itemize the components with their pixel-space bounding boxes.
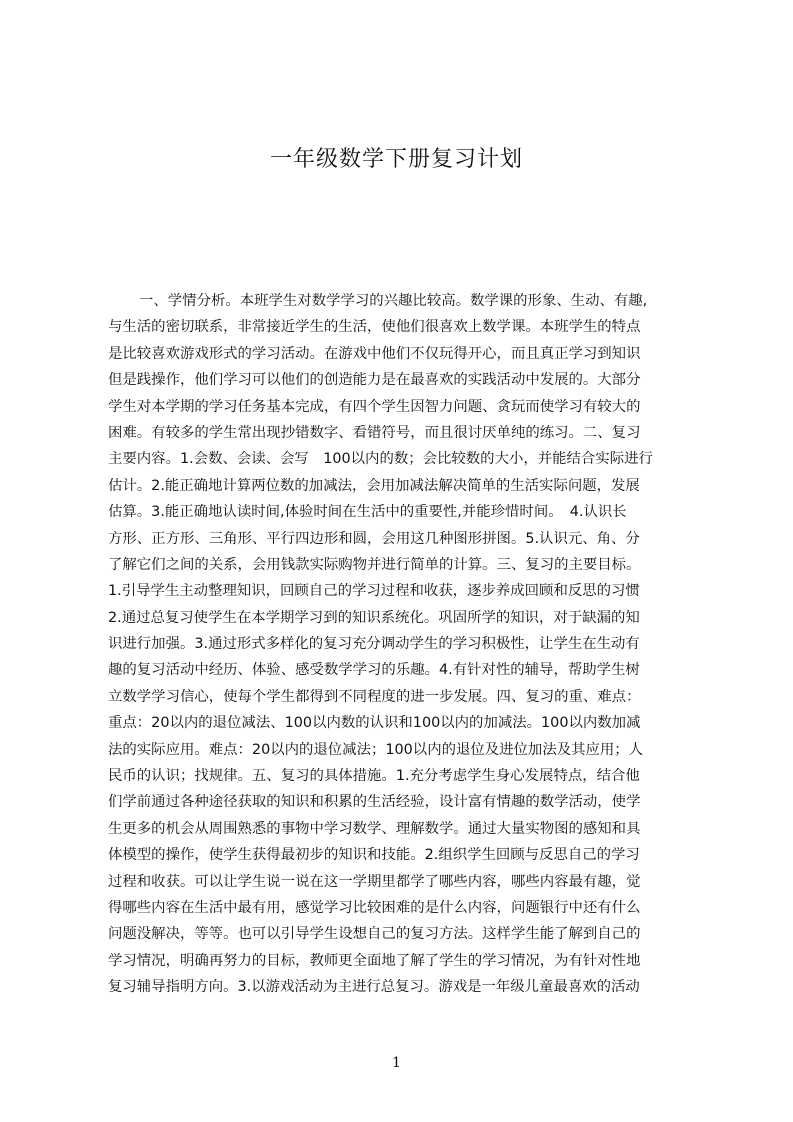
body-line: 主要内容。1.会数、会读、会写 100以内的数；会比较数的大小，并能结合实际进行 — [108, 451, 653, 468]
body-line: 识进行加强。3.通过形式多样化的复习充分调动学生的学习积极性，让学生在生动有 — [108, 636, 640, 653]
body-line: 2.通过总复习使学生在本学期学习到的知识系统化。巩固所学的知识，对于缺漏的知 — [108, 609, 640, 626]
body-line: 估算。3.能正确地认读时间,体验时间在生活中的重要性,并能珍惜时间。 4.认识长 — [108, 504, 627, 521]
body-line: 了解它们之间的关系，会用钱款实际购物并进行简单的计算。三、复习的主要目标。 — [108, 556, 641, 573]
body-line: 体模型的操作，使学生获得最初步的知识和技能。2.组织学生回顾与反思自己的学习 — [108, 847, 640, 864]
body-line: 得哪些内容在生活中最有用，感觉学习比较困难的是什么内容，问题银行中还有什么 — [108, 899, 641, 916]
body-line: 复习辅导指明方向。3.以游戏活动为主进行总复习。游戏是一年级儿童最喜欢的活动 — [108, 979, 640, 996]
body-line: 问题没解决，等等。也可以引导学生设想自己的复习方法。这样学生能了解到自己的 — [108, 926, 641, 943]
body-line: 重点：20以内的退位减法、100以内数的认识和100以内的加减法。100以内数加减 — [108, 715, 641, 732]
body-line: 立数学学习信心，使每个学生都得到不同程度的进一步发展。四、复习的重、难点： — [108, 688, 641, 705]
body-line: 们学前通过各种途径获取的知识和积累的生活经验，设计富有情趣的数学活动，使学 — [108, 794, 641, 811]
body-line: 1.引导学生主动整理知识，回顾自己的学习过程和收获，逐步养成回顾和反思的习惯 — [108, 583, 640, 600]
body-line: 方形、正方形、三角形、平行四边形和圆，会用这几种图形拼图。5.认识元、角、分 — [108, 530, 640, 547]
body-line: 估计。2.能正确地计算两位数的加减法，会用加减法解决简单的生活实际问题，发展 — [108, 477, 640, 494]
body-line: 趣的复习活动中经历、体验、感受数学学习的乐趣。4.有针对性的辅导，帮助学生树 — [108, 662, 640, 679]
document-body — [108, 288, 714, 1001]
body-line: 是比较喜欢游戏形式的学习活动。在游戏中他们不仅玩得开心，而且真正学习到知识 — [108, 345, 641, 362]
document-title: 一年级数学下册复习计划 — [269, 147, 523, 172]
body-line: 学习情况，明确再努力的目标，教师更全面地了解了学生的学习情况，为有针对性地 — [108, 952, 641, 969]
body-line: 困难。有较多的学生常出现抄错数字、看错符号，而且很讨厌单纯的练习。二、复习 — [108, 424, 641, 441]
body-line: 民币的认识；找规律。五、复习的具体措施。1.充分考虑学生身心发展特点，结合他 — [108, 768, 640, 785]
body-line: 生更多的机会从周围熟悉的事物中学习数学、理解数学。通过大量实物图的感知和具 — [108, 820, 641, 837]
page-number: 1 — [392, 1055, 401, 1071]
body-line: 一、学情分析。本班学生对数学学习的兴趣比较高。数学课的形象、生动、有趣, — [139, 293, 648, 309]
body-line: 与生活的密切联系，非常接近学生的生活，使他们很喜欢上数学课。本班学生的特点 — [108, 319, 641, 336]
body-line: 但是践操作，他们学习可以他们的创造能力是在最喜欢的实践活动中发展的。大部分 — [108, 372, 641, 389]
body-line: 法的实际应用。难点：20以内的退位减法；100以内的退位及进位加法及其应用；人 — [108, 741, 644, 758]
body-line: 学生对本学期的学习任务基本完成，有四个学生因智力问题、贪玩而使学习有较大的 — [108, 398, 641, 415]
body-line: 过程和收获。可以让学生说一说在这一学期里都学了哪些内容，哪些内容最有趣，觉 — [108, 873, 641, 890]
